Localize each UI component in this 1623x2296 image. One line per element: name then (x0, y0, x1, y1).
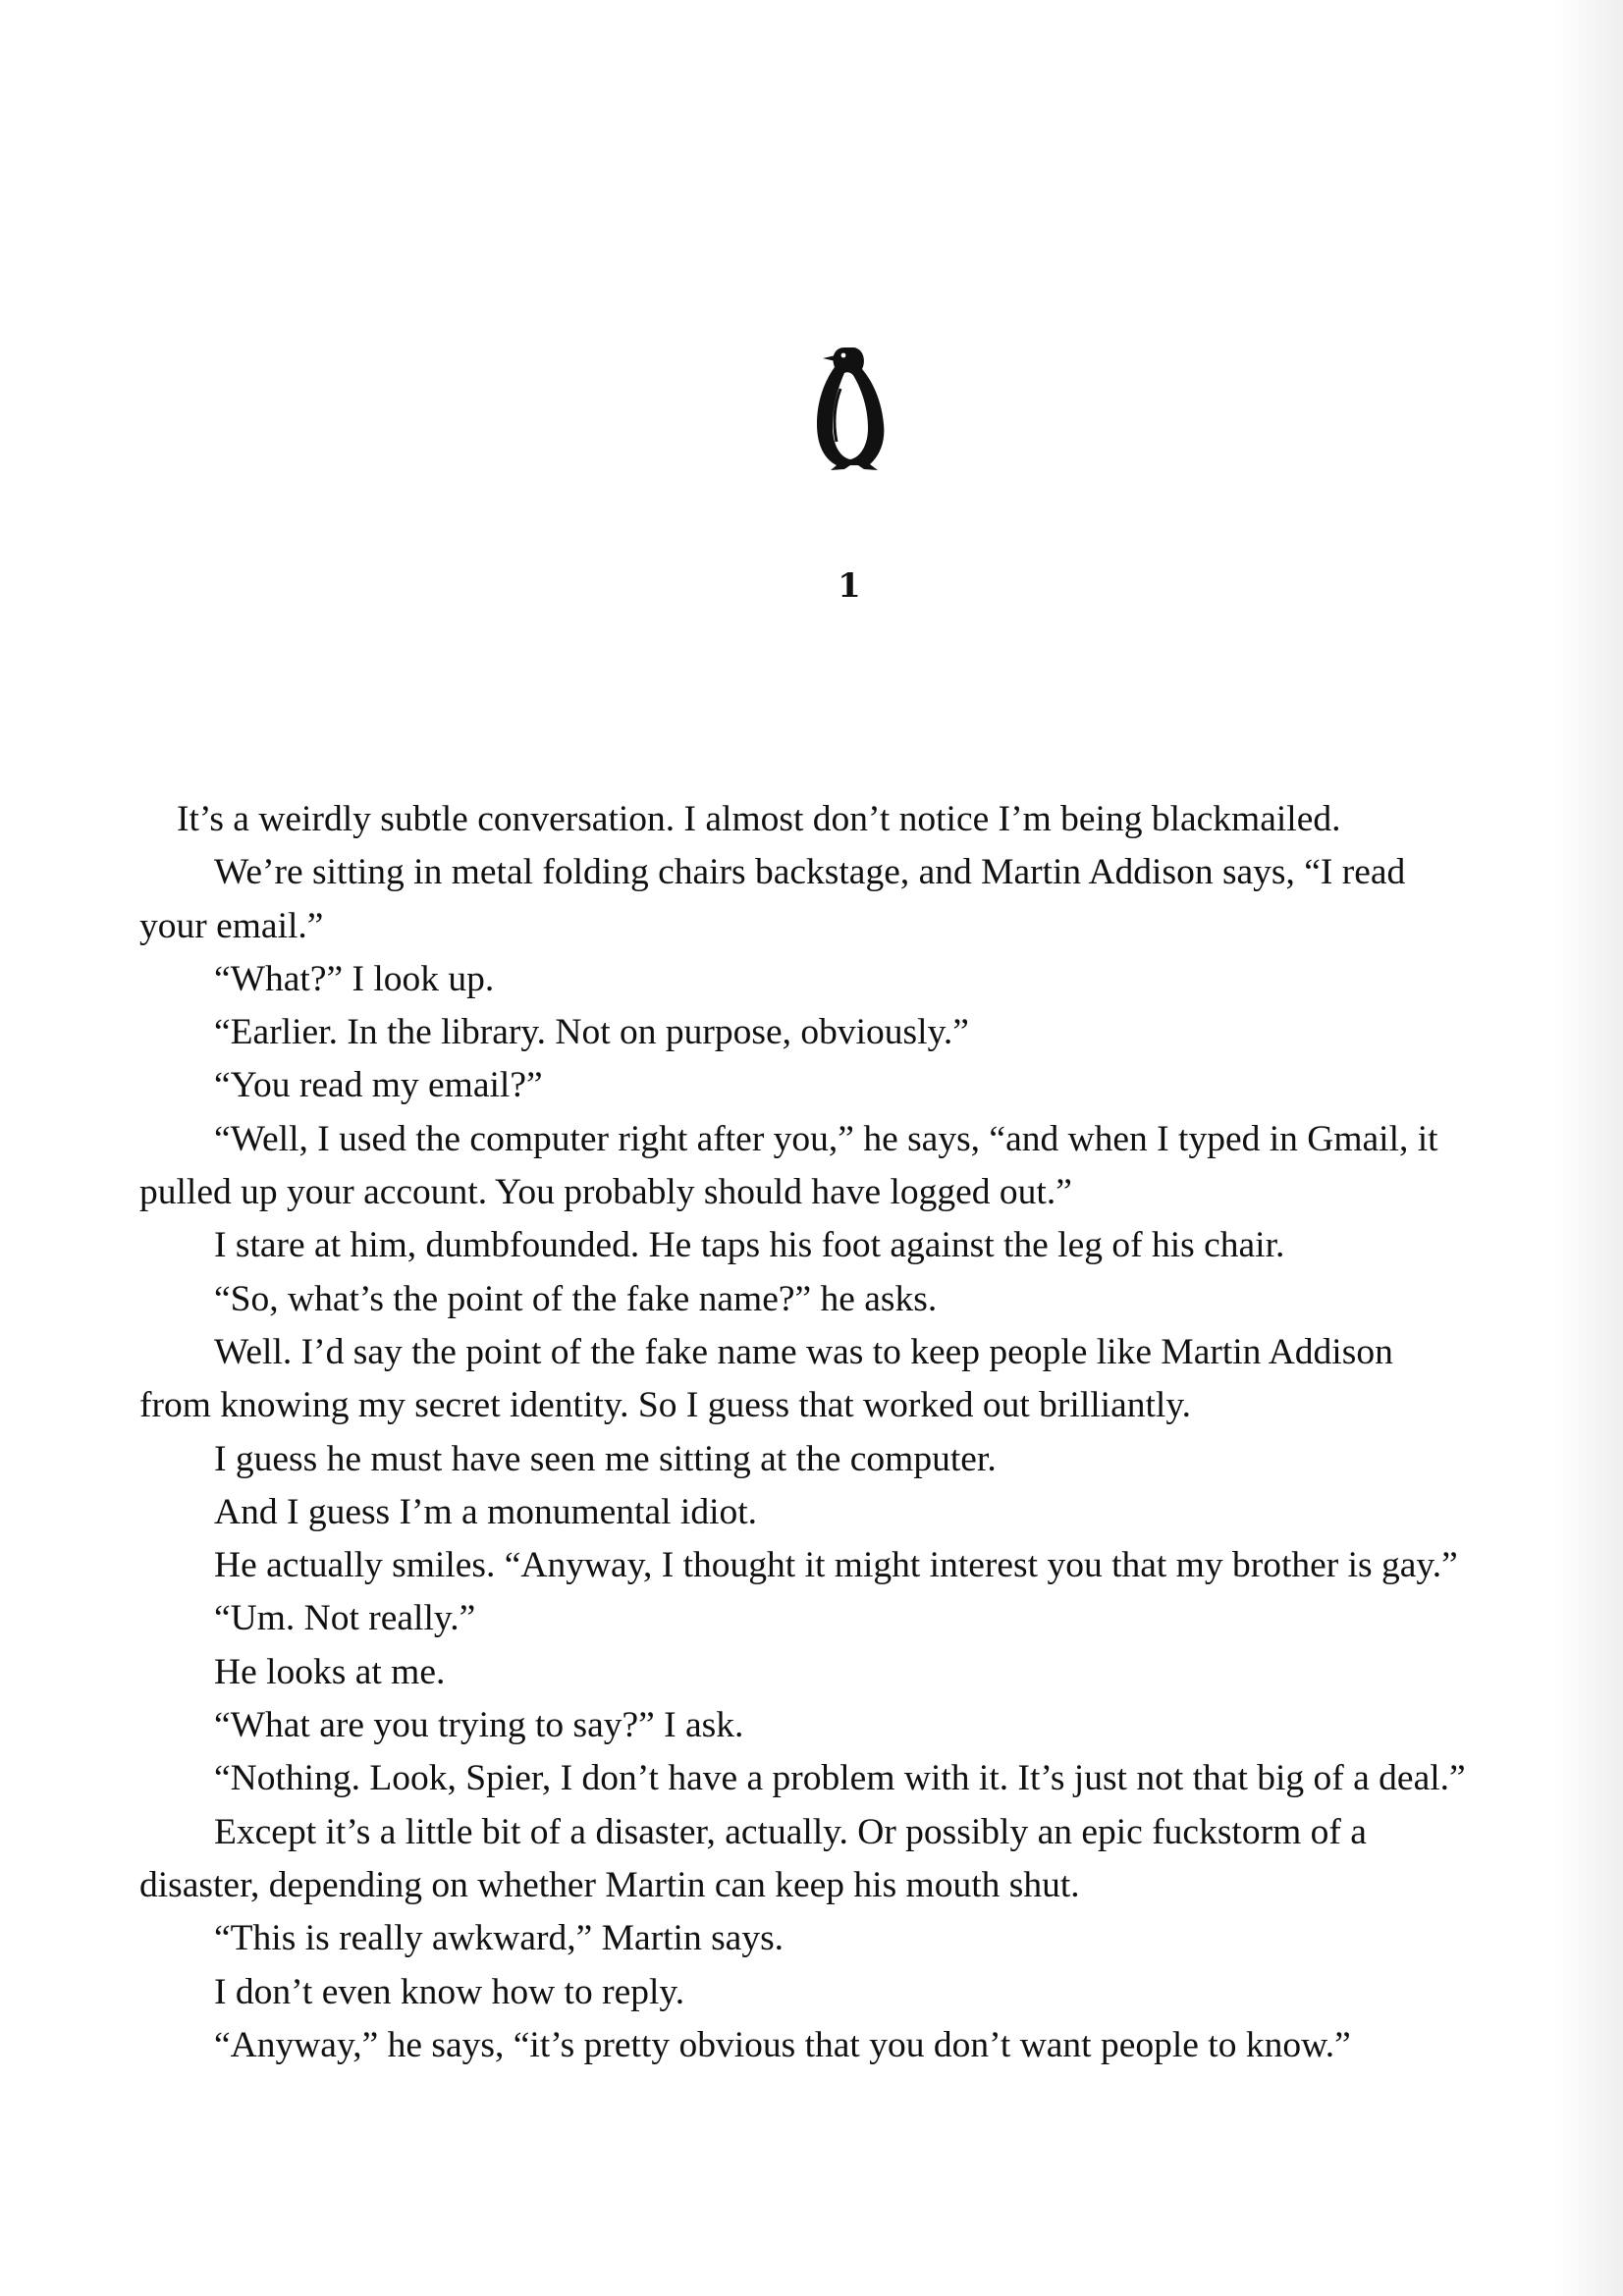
text-line: It’s a weirdly subtle conversation. I almost don’t notice I’m being blackmailed. (177, 799, 1341, 839)
paragraph (177, 953, 1571, 1006)
paragraph (177, 1752, 1571, 1805)
text-line: from knowing my secret identity. So I guess that worked out brilliantly. (139, 1385, 1192, 1426)
paragraph (177, 1912, 1571, 1965)
text-line: “What?” I look up. (214, 958, 495, 999)
text-line: I stare at him, dumbfounded. He taps his foot against the leg of his chair. (214, 1225, 1285, 1266)
text-line: “What are you trying to say?” I ask. (214, 1705, 744, 1746)
text-line: pulled up your account. You probably should have logged out.” (139, 1172, 1072, 1213)
text-line: “Well, I used the computer right after you,” he says, “and when I typed in Gmail, it (214, 1118, 1438, 1159)
paragraph (177, 1006, 1571, 1059)
text-line: “Nothing. Look, Spier, I don’t have a problem with it. It’s just not that big of a deal.” (214, 1758, 1466, 1799)
text-line: “This is really awkward,” Martin says. (214, 1918, 784, 1959)
paragraph (177, 1699, 1571, 1752)
text-line: I don’t even know how to reply. (214, 1971, 685, 2012)
text-line: “Um. Not really.” (214, 1598, 476, 1639)
text-line: “You read my email?” (214, 1065, 543, 1106)
paragraph (177, 1966, 1571, 2019)
paragraph (177, 1539, 1571, 1592)
text-line: “Anyway,” he says, “it’s pretty obvious that you don’t want people to know.” (214, 2024, 1351, 2065)
paragraph (139, 846, 1571, 953)
text-line: He actually smiles. “Anyway, I thought it might interest you that my brother is gay.” (214, 1545, 1458, 1586)
paragraph (139, 1806, 1571, 1913)
text-line: Well. I’d say the point of the fake name was to keep people like Martin Addison (214, 1331, 1393, 1372)
paragraph (139, 1113, 1571, 1220)
text-line: He looks at me. (214, 1651, 446, 1692)
penguin-icon (811, 340, 892, 477)
text-line: I guess he must have seen me sitting at the computer. (214, 1438, 997, 1479)
text-line: your email.” (139, 905, 324, 946)
chapter-text (139, 793, 1571, 2072)
text-line: “Earlier. In the library. Not on purpose, obviously.” (214, 1012, 969, 1053)
paragraph (139, 1326, 1571, 1433)
paragraph (177, 1059, 1571, 1112)
text-line: “So, what’s the point of the fake name?” he asks. (214, 1278, 938, 1319)
paragraph (177, 1646, 1571, 1699)
chapter-number: 1 (838, 566, 861, 606)
paragraph (177, 1273, 1571, 1326)
paragraph (177, 793, 1571, 846)
paragraph (177, 1219, 1571, 1272)
paragraph (177, 1486, 1571, 1539)
paragraph (177, 1592, 1571, 1645)
text-line: And I guess I’m a monumental idiot. (214, 1491, 758, 1532)
paragraph (177, 1433, 1571, 1486)
text-line: disaster, depending on whether Martin can keep his mouth shut. (139, 1864, 1080, 1905)
paragraph (177, 2019, 1571, 2072)
text-line: Except it’s a little bit of a disaster, actually. Or possibly an epic fuckstorm of a (214, 1811, 1367, 1852)
text-line: We’re sitting in metal folding chairs backstage, and Martin Addison says, “I read (214, 852, 1406, 893)
